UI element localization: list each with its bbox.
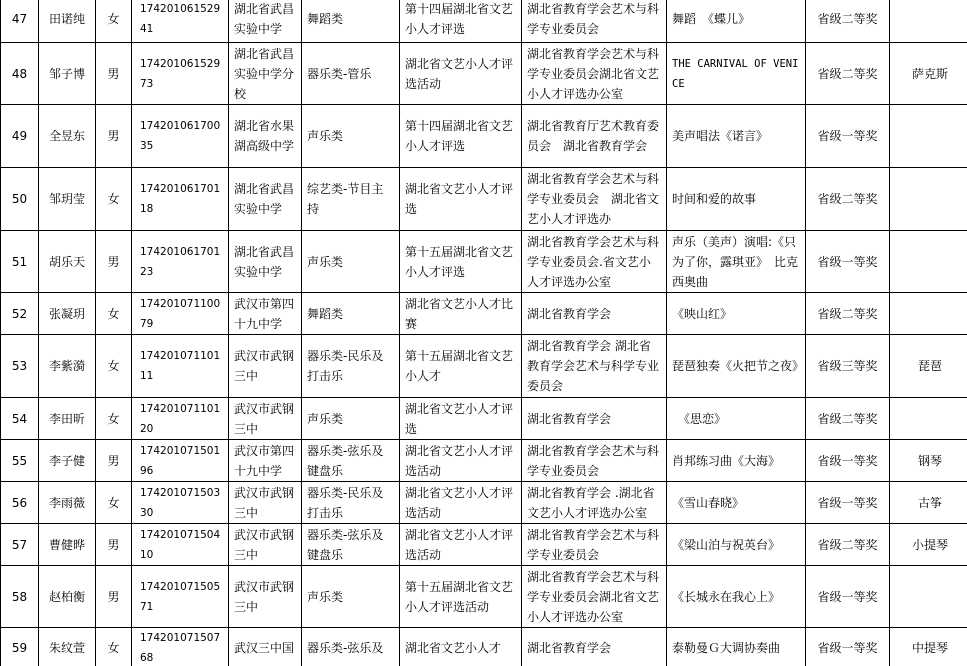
school-cell: 武汉市第四十九中学: [229, 440, 302, 482]
work-title-cell: 舞蹈 《蝶儿》: [667, 0, 806, 43]
row-number: 57: [1, 524, 39, 566]
student-name: 全昱东: [39, 105, 96, 168]
gender-cell: 男: [96, 566, 132, 628]
school-cell: 湖北省武昌实验中学: [229, 168, 302, 231]
award-level-cell: 省级二等奖: [806, 168, 890, 231]
event-cell: 第十四届湖北省文艺小人才评选: [400, 105, 522, 168]
school-cell: 武汉市武钢三中: [229, 482, 302, 524]
school-cell: 武汉市武钢三中: [229, 566, 302, 628]
organizer-cell: 湖北省教育学会艺术与科学专业委员会湖北省文艺小人才评选办公室: [522, 566, 667, 628]
organizer-cell: 湖北省教育学会艺术与科学专业委员会: [522, 440, 667, 482]
organizer-cell: 湖北省教育学会艺术与科学专业委员会: [522, 524, 667, 566]
school-cell: 武汉市武钢三中: [229, 398, 302, 440]
table-row: [1, 440, 967, 482]
award-level-cell: 省级一等奖: [806, 628, 890, 666]
category-cell: 声乐类: [302, 398, 400, 440]
gender-cell: 女: [96, 293, 132, 335]
row-number: 49: [1, 105, 39, 168]
gender-cell: 男: [96, 105, 132, 168]
work-title-cell: 《梁山泊与祝英台》: [667, 524, 806, 566]
award-level-cell: 省级一等奖: [806, 566, 890, 628]
work-title-cell: 美声唱法《诺言》: [667, 105, 806, 168]
gender-cell: 女: [96, 398, 132, 440]
instrument-cell: 钢琴: [890, 440, 967, 482]
student-name: 胡乐天: [39, 231, 96, 293]
school-cell: 湖北省水果湖高级中学: [229, 105, 302, 168]
instrument-cell: [890, 105, 967, 168]
gender-cell: 女: [96, 628, 132, 666]
student-id: 17420107150768: [132, 628, 229, 666]
event-cell: 湖北省文艺小人才: [400, 628, 522, 666]
event-cell: 第十五届湖北省文艺小人才: [400, 335, 522, 398]
award-level-cell: 省级一等奖: [806, 440, 890, 482]
work-title-cell: 《思恋》: [667, 398, 806, 440]
school-cell: 武汉市第四十九中学: [229, 293, 302, 335]
instrument-cell: 小提琴: [890, 524, 967, 566]
instrument-cell: [890, 293, 967, 335]
table-row: [1, 566, 967, 628]
organizer-cell: 湖北省教育学会艺术与科学专业委员会湖北省文艺小人才评选办公室: [522, 43, 667, 105]
gender-cell: 女: [96, 0, 132, 43]
table-row: [1, 628, 967, 666]
instrument-cell: 萨克斯: [890, 43, 967, 105]
event-cell: 湖北省文艺小人才评选活动: [400, 440, 522, 482]
student-id: 17420107110120: [132, 398, 229, 440]
category-cell: 器乐类-管乐: [302, 43, 400, 105]
school-cell: 武汉市武钢三中: [229, 524, 302, 566]
student-id: 17420107150410: [132, 524, 229, 566]
gender-cell: 女: [96, 168, 132, 231]
student-id: 17420106152973: [132, 43, 229, 105]
award-level-cell: 省级二等奖: [806, 293, 890, 335]
event-cell: 湖北省文艺小人才评选: [400, 398, 522, 440]
student-name: 朱纹萱: [39, 628, 96, 666]
category-cell: 综艺类-节目主持: [302, 168, 400, 231]
student-id: 17420106170118: [132, 168, 229, 231]
event-cell: 第十四届湖北省文艺小人才评选: [400, 0, 522, 43]
event-cell: 湖北省文艺小人才比赛: [400, 293, 522, 335]
student-name: 曹健晔: [39, 524, 96, 566]
work-title-cell: 琵琶独奏《火把节之夜》: [667, 335, 806, 398]
school-cell: 湖北省武昌实验中学: [229, 0, 302, 43]
event-cell: 湖北省文艺小人才评选活动: [400, 43, 522, 105]
organizer-cell: 湖北省教育学会 .湖北省文艺小人才评选办公室: [522, 482, 667, 524]
organizer-cell: 湖北省教育学会艺术与科学专业委员会: [522, 0, 667, 43]
table-row: [1, 482, 967, 524]
table-row: [1, 43, 967, 105]
row-number: 48: [1, 43, 39, 105]
event-cell: 第十五届湖北省文艺小人才评选活动: [400, 566, 522, 628]
gender-cell: 女: [96, 482, 132, 524]
gender-cell: 男: [96, 524, 132, 566]
student-id: 17420107150571: [132, 566, 229, 628]
row-number: 53: [1, 335, 39, 398]
row-number: 55: [1, 440, 39, 482]
student-name: 李田昕: [39, 398, 96, 440]
category-cell: 器乐类-民乐及打击乐: [302, 482, 400, 524]
work-title-cell: 肖邦练习曲《大海》: [667, 440, 806, 482]
organizer-cell: 湖北省教育学会 湖北省教育学会艺术与科学专业委员会: [522, 335, 667, 398]
student-id: 17420107110111: [132, 335, 229, 398]
row-number: 50: [1, 168, 39, 231]
work-title-cell: 《映山红》: [667, 293, 806, 335]
gender-cell: 男: [96, 440, 132, 482]
event-cell: 湖北省文艺小人才评选活动: [400, 524, 522, 566]
work-title-cell: 《长城永在我心上》: [667, 566, 806, 628]
student-name: 张凝玥: [39, 293, 96, 335]
table-row: [1, 398, 967, 440]
award-level-cell: 省级二等奖: [806, 43, 890, 105]
work-title-cell: 声乐（美声）演唱:《只为了你，露琪亚》 比克西奥曲: [667, 231, 806, 293]
row-number: 51: [1, 231, 39, 293]
award-level-cell: 省级一等奖: [806, 231, 890, 293]
school-cell: 湖北省武昌实验中学分校: [229, 43, 302, 105]
student-id: 17420107150196: [132, 440, 229, 482]
row-number: 59: [1, 628, 39, 666]
student-name: 李子健: [39, 440, 96, 482]
gender-cell: 男: [96, 43, 132, 105]
student-id: 17420107150330: [132, 482, 229, 524]
category-cell: 声乐类: [302, 105, 400, 168]
table-row: [1, 293, 967, 335]
organizer-cell: 湖北省教育学会: [522, 293, 667, 335]
category-cell: 舞蹈类: [302, 293, 400, 335]
instrument-cell: [890, 168, 967, 231]
organizer-cell: 湖北省教育学会: [522, 628, 667, 666]
student-name: 李紫漪: [39, 335, 96, 398]
organizer-cell: 湖北省教育学会艺术与科学专业委员会.省文艺小人才评选办公室: [522, 231, 667, 293]
instrument-cell: [890, 231, 967, 293]
table-row: [1, 0, 967, 43]
organizer-cell: 湖北省教育厅艺术教育委员会 湖北省教育学会: [522, 105, 667, 168]
gender-cell: 男: [96, 231, 132, 293]
event-cell: 湖北省文艺小人才评选活动: [400, 482, 522, 524]
instrument-cell: [890, 398, 967, 440]
instrument-cell: [890, 0, 967, 43]
category-cell: 声乐类: [302, 231, 400, 293]
award-level-cell: 省级三等奖: [806, 335, 890, 398]
award-level-cell: 省级一等奖: [806, 105, 890, 168]
organizer-cell: 湖北省教育学会艺术与科学专业委员会 湖北省文艺小人才评选办: [522, 168, 667, 231]
organizer-cell: 湖北省教育学会: [522, 398, 667, 440]
instrument-cell: 中提琴: [890, 628, 967, 666]
student-name: 邹玥莹: [39, 168, 96, 231]
category-cell: 器乐类-弦乐及键盘乐: [302, 524, 400, 566]
category-cell: 器乐类-弦乐及: [302, 628, 400, 666]
table-row: [1, 335, 967, 398]
school-cell: 武汉市武钢三中: [229, 335, 302, 398]
row-number: 47: [1, 0, 39, 43]
award-level-cell: 省级二等奖: [806, 398, 890, 440]
category-cell: 声乐类: [302, 566, 400, 628]
student-id: 17420106170123: [132, 231, 229, 293]
school-cell: 湖北省武昌实验中学: [229, 231, 302, 293]
table-row: [1, 231, 967, 293]
work-title-cell: 泰勒曼Ｇ大调协奏曲: [667, 628, 806, 666]
student-name: 赵柏衡: [39, 566, 96, 628]
event-cell: 湖北省文艺小人才评选: [400, 168, 522, 231]
work-title-cell: 《雪山春晓》: [667, 482, 806, 524]
table-row: [1, 168, 967, 231]
instrument-cell: [890, 566, 967, 628]
work-title-cell: THE CARNIVAL OF VENICE: [667, 43, 806, 105]
gender-cell: 女: [96, 335, 132, 398]
student-id: 17420106152941: [132, 0, 229, 43]
award-level-cell: 省级二等奖: [806, 0, 890, 43]
row-number: 54: [1, 398, 39, 440]
category-cell: 器乐类-民乐及打击乐: [302, 335, 400, 398]
row-number: 52: [1, 293, 39, 335]
instrument-cell: 琵琶: [890, 335, 967, 398]
work-title-cell: 时间和爱的故事: [667, 168, 806, 231]
student-name: 田诺纯: [39, 0, 96, 43]
table-row: [1, 524, 967, 566]
instrument-cell: 古筝: [890, 482, 967, 524]
row-number: 56: [1, 482, 39, 524]
student-id: 17420107110079: [132, 293, 229, 335]
school-cell: 武汉三中国: [229, 628, 302, 666]
table-row: [1, 105, 967, 168]
category-cell: 器乐类-弦乐及键盘乐: [302, 440, 400, 482]
award-level-cell: 省级一等奖: [806, 482, 890, 524]
student-name: 李雨薇: [39, 482, 96, 524]
student-name: 邹子博: [39, 43, 96, 105]
student-id: 17420106170035: [132, 105, 229, 168]
category-cell: 舞蹈类: [302, 0, 400, 43]
award-level-cell: 省级二等奖: [806, 524, 890, 566]
event-cell: 第十五届湖北省文艺小人才评选: [400, 231, 522, 293]
row-number: 58: [1, 566, 39, 628]
